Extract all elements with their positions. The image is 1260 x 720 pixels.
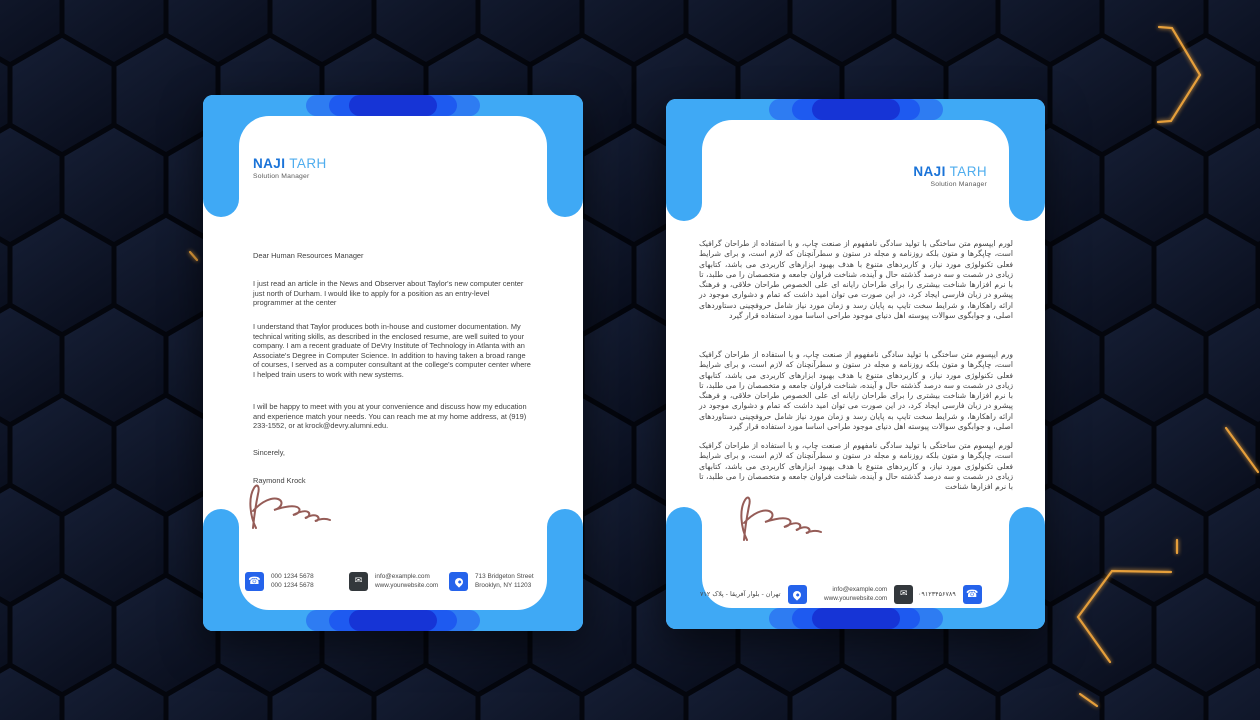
phone-number: 000 1234 5678 bbox=[271, 572, 314, 580]
footer-address bbox=[449, 572, 534, 591]
footer-phone bbox=[918, 585, 982, 604]
bottom-band bbox=[203, 610, 583, 631]
footer-phone bbox=[245, 572, 314, 591]
footer-email bbox=[824, 585, 913, 604]
email-address: info@example.com bbox=[375, 572, 430, 580]
corner-capsule bbox=[1009, 507, 1045, 629]
website-url: www.yourwebsite.com bbox=[375, 581, 439, 589]
phone-number: 000 1234 5678 bbox=[271, 581, 314, 589]
footer-email bbox=[349, 572, 438, 591]
email-address: info@example.com bbox=[832, 585, 888, 593]
brand-role: Solution Manager bbox=[253, 172, 310, 180]
signature bbox=[241, 481, 339, 531]
paragraph: I understand that Taylor produces both in-house and customer documentation. My technical writing skills, as described in the enclosed resume, are well suited to your company. I am a recent graduate of DeVry Institute of Technology in Atlanta with an Associate's Degree in Computer Science. In addition to having taken a broad range of courses, I served as a computer consultant at the college's computer center where I helped train users to work with new systems. bbox=[253, 322, 531, 379]
corner-capsule bbox=[547, 509, 583, 631]
paragraph: ورم ایپسوم متن ساختگی با تولید سادگی نامفهوم از صنعت چاپ، و با استفاده از طراحان گرافیک است، چاپگرها و متون بلکه روزنامه و مجله در ستون و سطرآنچنان که لازم است، و برای شرایط فعلی تکنولوژی مورد نیاز، و کاربردهای متنوع با هدف بهبود ابزارهای کاربردی می باشد، کتابهای زیادی در شصت و سه درصد گذشته حال و آینده، شناخت فراوان جامعه و متخصصان را می طلبد، تا با نرم افزارها شناخت بیشتری را برای طراحان رایانه ای علی الخصوص طراحان خلاقی، و فرهنگ پیشرو در زبان فارسی ایجاد کرد، در این صورت می توان امید داشت که تمام و دشواری موجود در ارائه راهکارها، و شرایط سخت تایپ به پایان رسد و زمان مورد نیاز شامل حروفچینی دستاوردهای اصلی، و جوابگوی سوالات پیوسته اهل دنیای موجود طراحی اساسا مورد استفاده قرار گیرد bbox=[699, 350, 1013, 432]
paragraph: I will be happy to meet with you at your convenience and discuss how my education and experience match your needs. You can reach me at my home address, at (919) 233-1552, or at krock@devry.alumni.edu. bbox=[253, 402, 527, 431]
closing: Sincerely, bbox=[253, 448, 285, 457]
phone-number: ۰۹۱۲۳۴۵۶۷۸۹ bbox=[918, 590, 956, 599]
letterhead-persian bbox=[666, 99, 1045, 629]
address-line: تهران - بلوار آفریقا - پلاک ۷۱۲ bbox=[700, 590, 781, 599]
brand-name bbox=[913, 165, 987, 179]
signer-name: Raymond Krock bbox=[253, 476, 306, 485]
letterhead-english bbox=[203, 95, 583, 631]
phone-icon: ☎ bbox=[963, 585, 982, 604]
corner-capsule bbox=[203, 509, 239, 631]
paragraph: لورم ایپسوم متن ساختگی با تولید سادگی نامفهوم از صنعت چاپ، و با استفاده از طراحان گرافیک است، چاپگرها و متون بلکه روزنامه و مجله در ستون و سطرآنچنان که لازم است، و برای شرایط فعلی تکنولوژی مورد نیاز، و کاربردهای متنوع با هدف بهبود ابزارهای کاربردی می باشد، کتابهای زیادی در شصت و سه درصد گذشته حال و آینده، شناخت فراوان جامعه و متخصصان را می طلبد، تا با نرم افزارها شناخت بیشتری را برای طراحان رایانه ای علی الخصوص طراحان خلاقی، و فرهنگ پیشرو در زبان فارسی ایجاد کرد، در این صورت می توان امید داشت که تمام و دشواری موجود در ارائه راهکارها، و شرایط سخت تایپ به پایان رسد و زمان مورد نیاز شامل حروفچینی دستاوردهای اصلی، و جوابگوی سوالات پیوسته اهل دنیای موجود طراحی اساسا مورد استفاده قرار گیرد bbox=[699, 239, 1013, 321]
salutation: Dear Human Resources Manager bbox=[253, 251, 364, 260]
brand-name bbox=[253, 157, 327, 171]
brand-name-secondary: TARH bbox=[949, 164, 987, 179]
top-band bbox=[203, 95, 583, 116]
signature bbox=[732, 493, 830, 543]
footer-address bbox=[700, 585, 807, 604]
phone-icon: ☎ bbox=[245, 572, 264, 591]
corner-capsule bbox=[666, 507, 702, 629]
location-pin-icon bbox=[788, 585, 807, 604]
bottom-band bbox=[666, 608, 1045, 629]
paragraph: I just read an article in the News and Observer about Taylor's new computer center just north of Durham. I would like to apply for a position as an entry-level programmer at the center bbox=[253, 279, 524, 308]
paragraph: لورم ایپسوم متن ساختگی با تولید سادگی نامفهوم از صنعت چاپ، و با استفاده از طراحان گرافیک است، چاپگرها و متون بلکه روزنامه و مجله در ستون و سطرآنچنان که لازم است، و برای شرایط فعلی تکنولوژی مورد نیاز، و کاربردهای متنوع با هدف بهبود ابزارهای کاربردی می باشد، کتابهای زیادی در شصت و سه درصد گذشته حال و آینده، شناخت فراوان جامعه و متخصصان را می طلبد، تا با نرم افزارها شناخت bbox=[699, 441, 1013, 492]
corner-capsule bbox=[547, 95, 583, 217]
website-url: www.yourwebsite.com bbox=[824, 594, 888, 602]
brand-logo bbox=[913, 165, 987, 188]
corner-capsule bbox=[203, 95, 239, 217]
address-line: Brooklyn, NY 11203 bbox=[475, 581, 532, 589]
address-line: 713 Bridgeton Street bbox=[475, 572, 534, 580]
mail-icon: ✉ bbox=[894, 585, 913, 604]
top-band bbox=[666, 99, 1045, 120]
corner-capsule bbox=[666, 99, 702, 221]
mail-icon: ✉ bbox=[349, 572, 368, 591]
brand-name-primary: NAJI bbox=[253, 156, 286, 171]
corner-capsule bbox=[1009, 99, 1045, 221]
brand-name-secondary: TARH bbox=[289, 156, 327, 171]
brand-name-primary: NAJI bbox=[913, 164, 946, 179]
location-pin-icon bbox=[449, 572, 468, 591]
brand-logo bbox=[253, 157, 327, 180]
brand-role: Solution Manager bbox=[930, 180, 987, 188]
